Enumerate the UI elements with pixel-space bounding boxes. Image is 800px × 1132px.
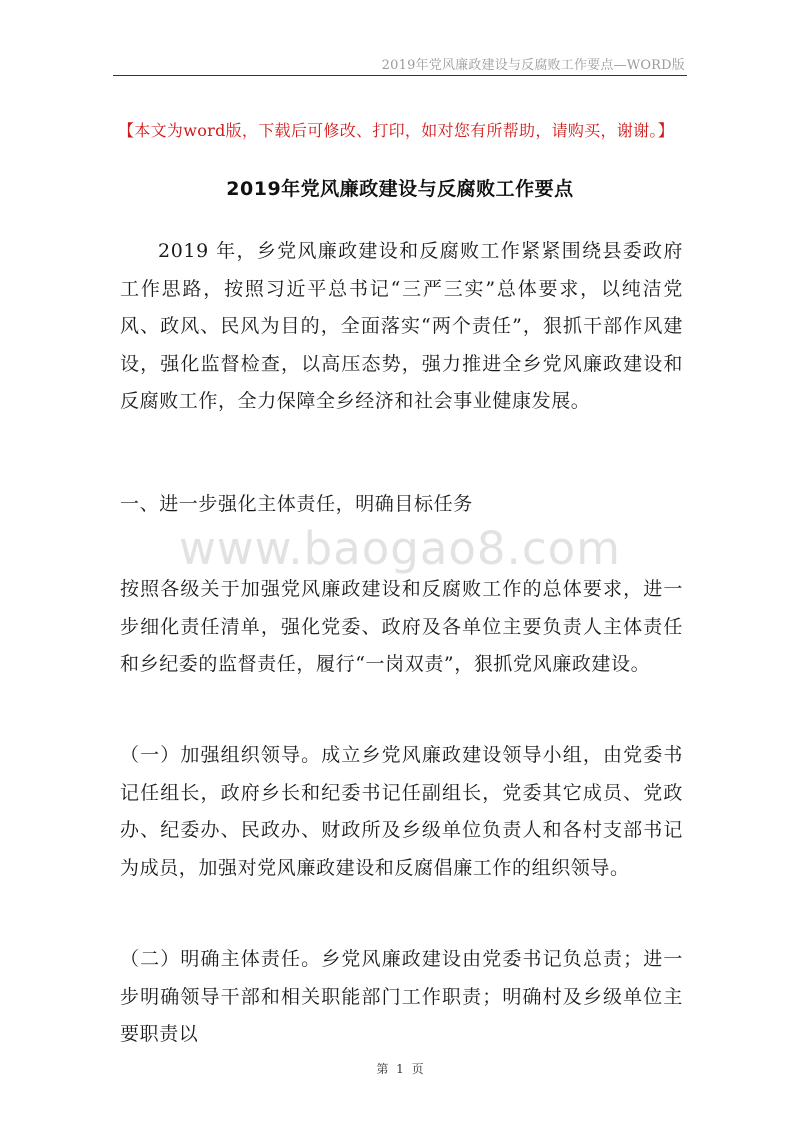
document-title: 2019年党风廉政建设与反腐败工作要点 [226, 178, 574, 200]
section-heading: 一、进一步强化主体责任，明确目标任务 [120, 493, 473, 515]
item-main-responsibility: （二）明确主体责任。乡党风廉政建设由党委书记负总责；进一步明确领导干部和相关职能部门工作职责；明确村及乡级单位主要职责以 [120, 948, 683, 1045]
intro-paragraph: 2019 年，乡党风廉政建设和反腐败工作紧紧围绕县委政府工作思路，按照习近平总书记“三严三实”总体要求，以纯洁党风、政风、民风为目的，全面落实“两个责任”，狠抓干部作风建设，强化监督检查，以高压态势，强力推进全乡党风廉政建设和反腐败工作，全力保障全乡经济和社会事业健康发展。 [120, 240, 683, 412]
purchase-notice: 【本文为word版，下载后可修改、打印，如对您有所帮助，请购买，谢谢。】 [118, 121, 675, 140]
watermark: www.baogao8.com [179, 522, 621, 575]
running-header: 2019年党风廉政建设与反腐败工作要点—WORD版 [381, 58, 685, 73]
page-number: 第 1 页 [376, 1062, 424, 1076]
header-divider [113, 75, 687, 76]
section-paragraph: 按照各级关于加强党风廉政建设和反腐败工作的总体要求，进一步细化责任清单，强化党委、政府及各单位主要负责人主体责任和乡纪委的监督责任，履行“一岗双责”，狠抓党风廉政建设。 [120, 578, 683, 675]
item-organization-leadership: （一）加强组织领导。成立乡党风廉政建设领导小组，由党委书记任组长，政府乡长和纪委书记任副组长，党委其它成员、党政办、纪委办、民政办、财政所及乡级单位负责人和各村支部书记为成员，加强对党风廉政建设和反腐倡廉工作的组织领导。 [120, 744, 683, 879]
